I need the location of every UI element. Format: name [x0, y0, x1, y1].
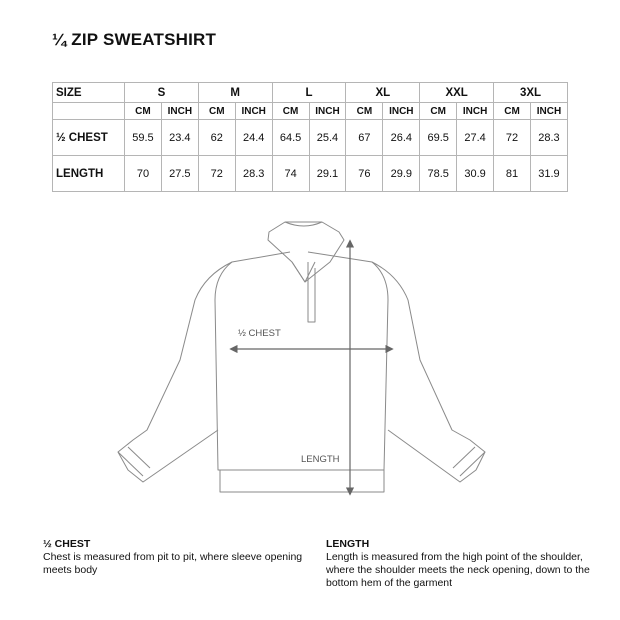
chest-note-title: ½ CHEST — [43, 538, 91, 550]
size-header: XL — [346, 83, 420, 103]
cell: 81 — [494, 156, 531, 192]
cell: 23.4 — [161, 120, 198, 156]
size-header-label: SIZE — [53, 83, 125, 103]
cell: 67 — [346, 120, 383, 156]
cell: 25.4 — [309, 120, 346, 156]
cell: 26.4 — [383, 120, 420, 156]
collar-outline — [268, 222, 344, 282]
cell: 27.4 — [457, 120, 494, 156]
cell: 24.4 — [235, 120, 272, 156]
chest-note-text: Chest is measured from pit to pit, where sleeve opening meets body — [43, 551, 303, 576]
cell: 27.5 — [161, 156, 198, 192]
unit-cm: CM — [346, 103, 383, 120]
length-note — [326, 538, 596, 590]
size-header: 3XL — [494, 83, 568, 103]
unit-cm: CM — [198, 103, 235, 120]
unit-cm: CM — [420, 103, 457, 120]
unit-inch: INCH — [235, 103, 272, 120]
cell: 69.5 — [420, 120, 457, 156]
size-header: L — [272, 83, 346, 103]
row-label: LENGTH — [53, 156, 125, 192]
unit-inch: INCH — [161, 103, 198, 120]
cell: 62 — [198, 120, 235, 156]
cell: 78.5 — [420, 156, 457, 192]
unit-cm: CM — [125, 103, 162, 120]
row-label: ½ CHEST — [53, 120, 125, 156]
chest-note — [43, 538, 313, 577]
length-measure-label: LENGTH — [301, 454, 340, 465]
size-header: XXL — [420, 83, 494, 103]
cell: 31.9 — [530, 156, 567, 192]
cell: 28.3 — [530, 120, 567, 156]
hem-band — [220, 470, 384, 492]
cell: 30.9 — [457, 156, 494, 192]
cell: 29.9 — [383, 156, 420, 192]
unit-inch: INCH — [383, 103, 420, 120]
page-title: ¼ ZIP SWEATSHIRT — [52, 30, 217, 49]
unit-cm: CM — [494, 103, 531, 120]
length-note-text: Length is measured from the high point of the shoulder, where the shoulder meets the neck opening, down to the bottom hem of the garment — [326, 551, 590, 589]
cell: 74 — [272, 156, 309, 192]
garment-body-outline — [215, 252, 388, 470]
size-header: M — [198, 83, 272, 103]
chest-measure-label: ½ CHEST — [238, 328, 281, 339]
cell: 64.5 — [272, 120, 309, 156]
length-note-title: LENGTH — [326, 538, 370, 550]
cell: 76 — [346, 156, 383, 192]
cell: 59.5 — [125, 120, 162, 156]
right-sleeve-outline — [372, 262, 485, 482]
unit-inch: INCH — [309, 103, 346, 120]
zipper-placket — [308, 262, 315, 322]
unit-inch: INCH — [457, 103, 494, 120]
cell: 72 — [494, 120, 531, 156]
cell: 72 — [198, 156, 235, 192]
cell: 28.3 — [235, 156, 272, 192]
unit-inch: INCH — [530, 103, 567, 120]
unit-cm: CM — [272, 103, 309, 120]
cell: 70 — [125, 156, 162, 192]
cell: 29.1 — [309, 156, 346, 192]
size-header: S — [125, 83, 199, 103]
